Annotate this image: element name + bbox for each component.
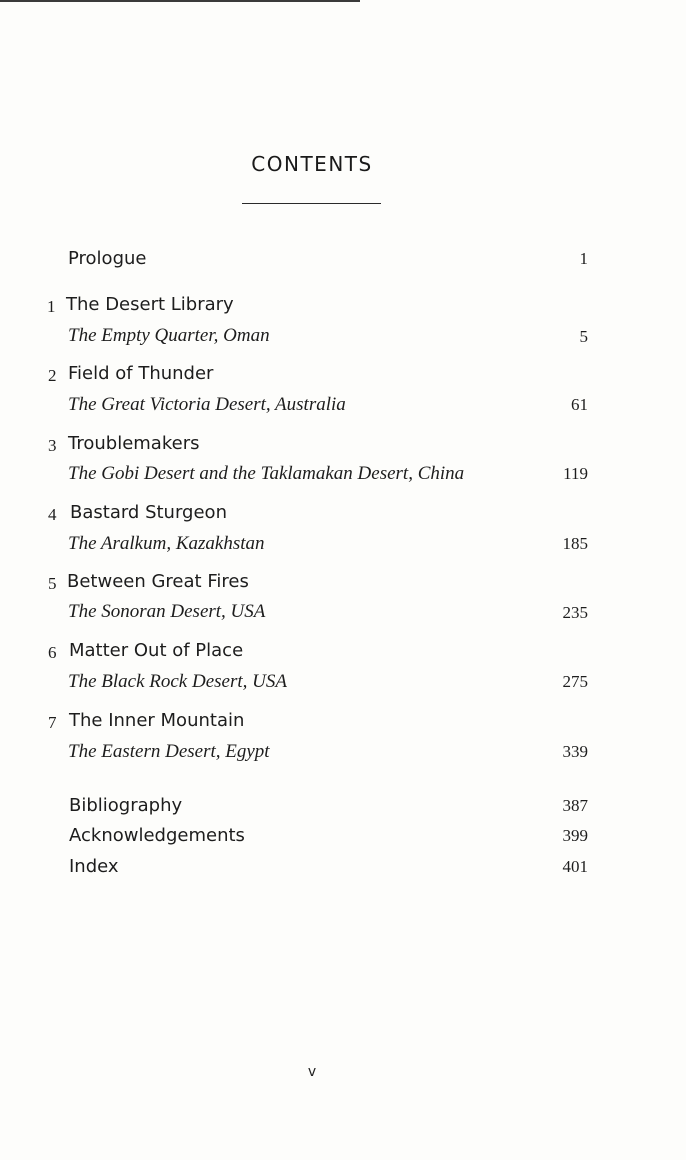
chapter-page-number: 339 xyxy=(562,742,588,761)
page-top-edge xyxy=(0,0,360,2)
chapter-number: 4 xyxy=(48,505,57,524)
chapter-page-number: 5 xyxy=(579,327,588,346)
toc-entry-bibliography-page: 387 xyxy=(562,796,588,815)
toc-entry-index-title[interactable]: Index xyxy=(69,856,119,877)
chapter-number: 7 xyxy=(48,713,57,732)
contents-heading: CONTENTS xyxy=(251,152,373,176)
chapter-title[interactable]: Between Great Fires xyxy=(67,571,249,592)
chapter-number: 5 xyxy=(48,574,57,593)
chapter-page-number: 185 xyxy=(562,534,588,553)
chapter-number: 3 xyxy=(48,436,57,455)
chapter-number: 1 xyxy=(47,297,56,316)
chapter-subtitle: The Gobi Desert and the Taklamakan Desert, China xyxy=(68,463,465,484)
toc-entry-index-page: 401 xyxy=(562,857,588,876)
chapter-subtitle: The Empty Quarter, Oman xyxy=(68,325,270,346)
toc-entry-prologue-title[interactable]: Prologue xyxy=(68,248,147,269)
chapter-subtitle: The Aralkum, Kazakhstan xyxy=(68,533,265,554)
heading-rule xyxy=(242,203,381,204)
toc-entry-acknowledgements-title[interactable]: Acknowledgements xyxy=(69,825,245,846)
chapter-title[interactable]: The Inner Mountain xyxy=(69,710,245,731)
page-folio: v xyxy=(307,1064,317,1080)
chapter-number: 6 xyxy=(48,643,57,662)
chapter-subtitle: The Eastern Desert, Egypt xyxy=(68,741,270,762)
chapter-title[interactable]: Bastard Sturgeon xyxy=(70,502,227,523)
toc-entry-bibliography-title[interactable]: Bibliography xyxy=(69,795,183,816)
chapter-subtitle: The Black Rock Desert, USA xyxy=(68,671,287,692)
chapter-page-number: 275 xyxy=(562,672,588,691)
chapter-page-number: 235 xyxy=(562,603,588,622)
toc-entry-acknowledgements-page: 399 xyxy=(562,826,588,845)
chapter-title[interactable]: The Desert Library xyxy=(66,294,234,315)
chapter-subtitle: The Sonoran Desert, USA xyxy=(68,601,266,622)
chapter-page-number: 61 xyxy=(571,395,588,414)
chapter-title[interactable]: Field of Thunder xyxy=(68,363,214,384)
chapter-number: 2 xyxy=(48,366,57,385)
chapter-page-number: 119 xyxy=(563,464,588,483)
toc-entry-prologue-page: 1 xyxy=(579,249,588,268)
chapter-title[interactable]: Matter Out of Place xyxy=(69,640,244,661)
chapter-subtitle: The Great Victoria Desert, Australia xyxy=(68,394,346,415)
chapter-title[interactable]: Troublemakers xyxy=(68,433,200,454)
